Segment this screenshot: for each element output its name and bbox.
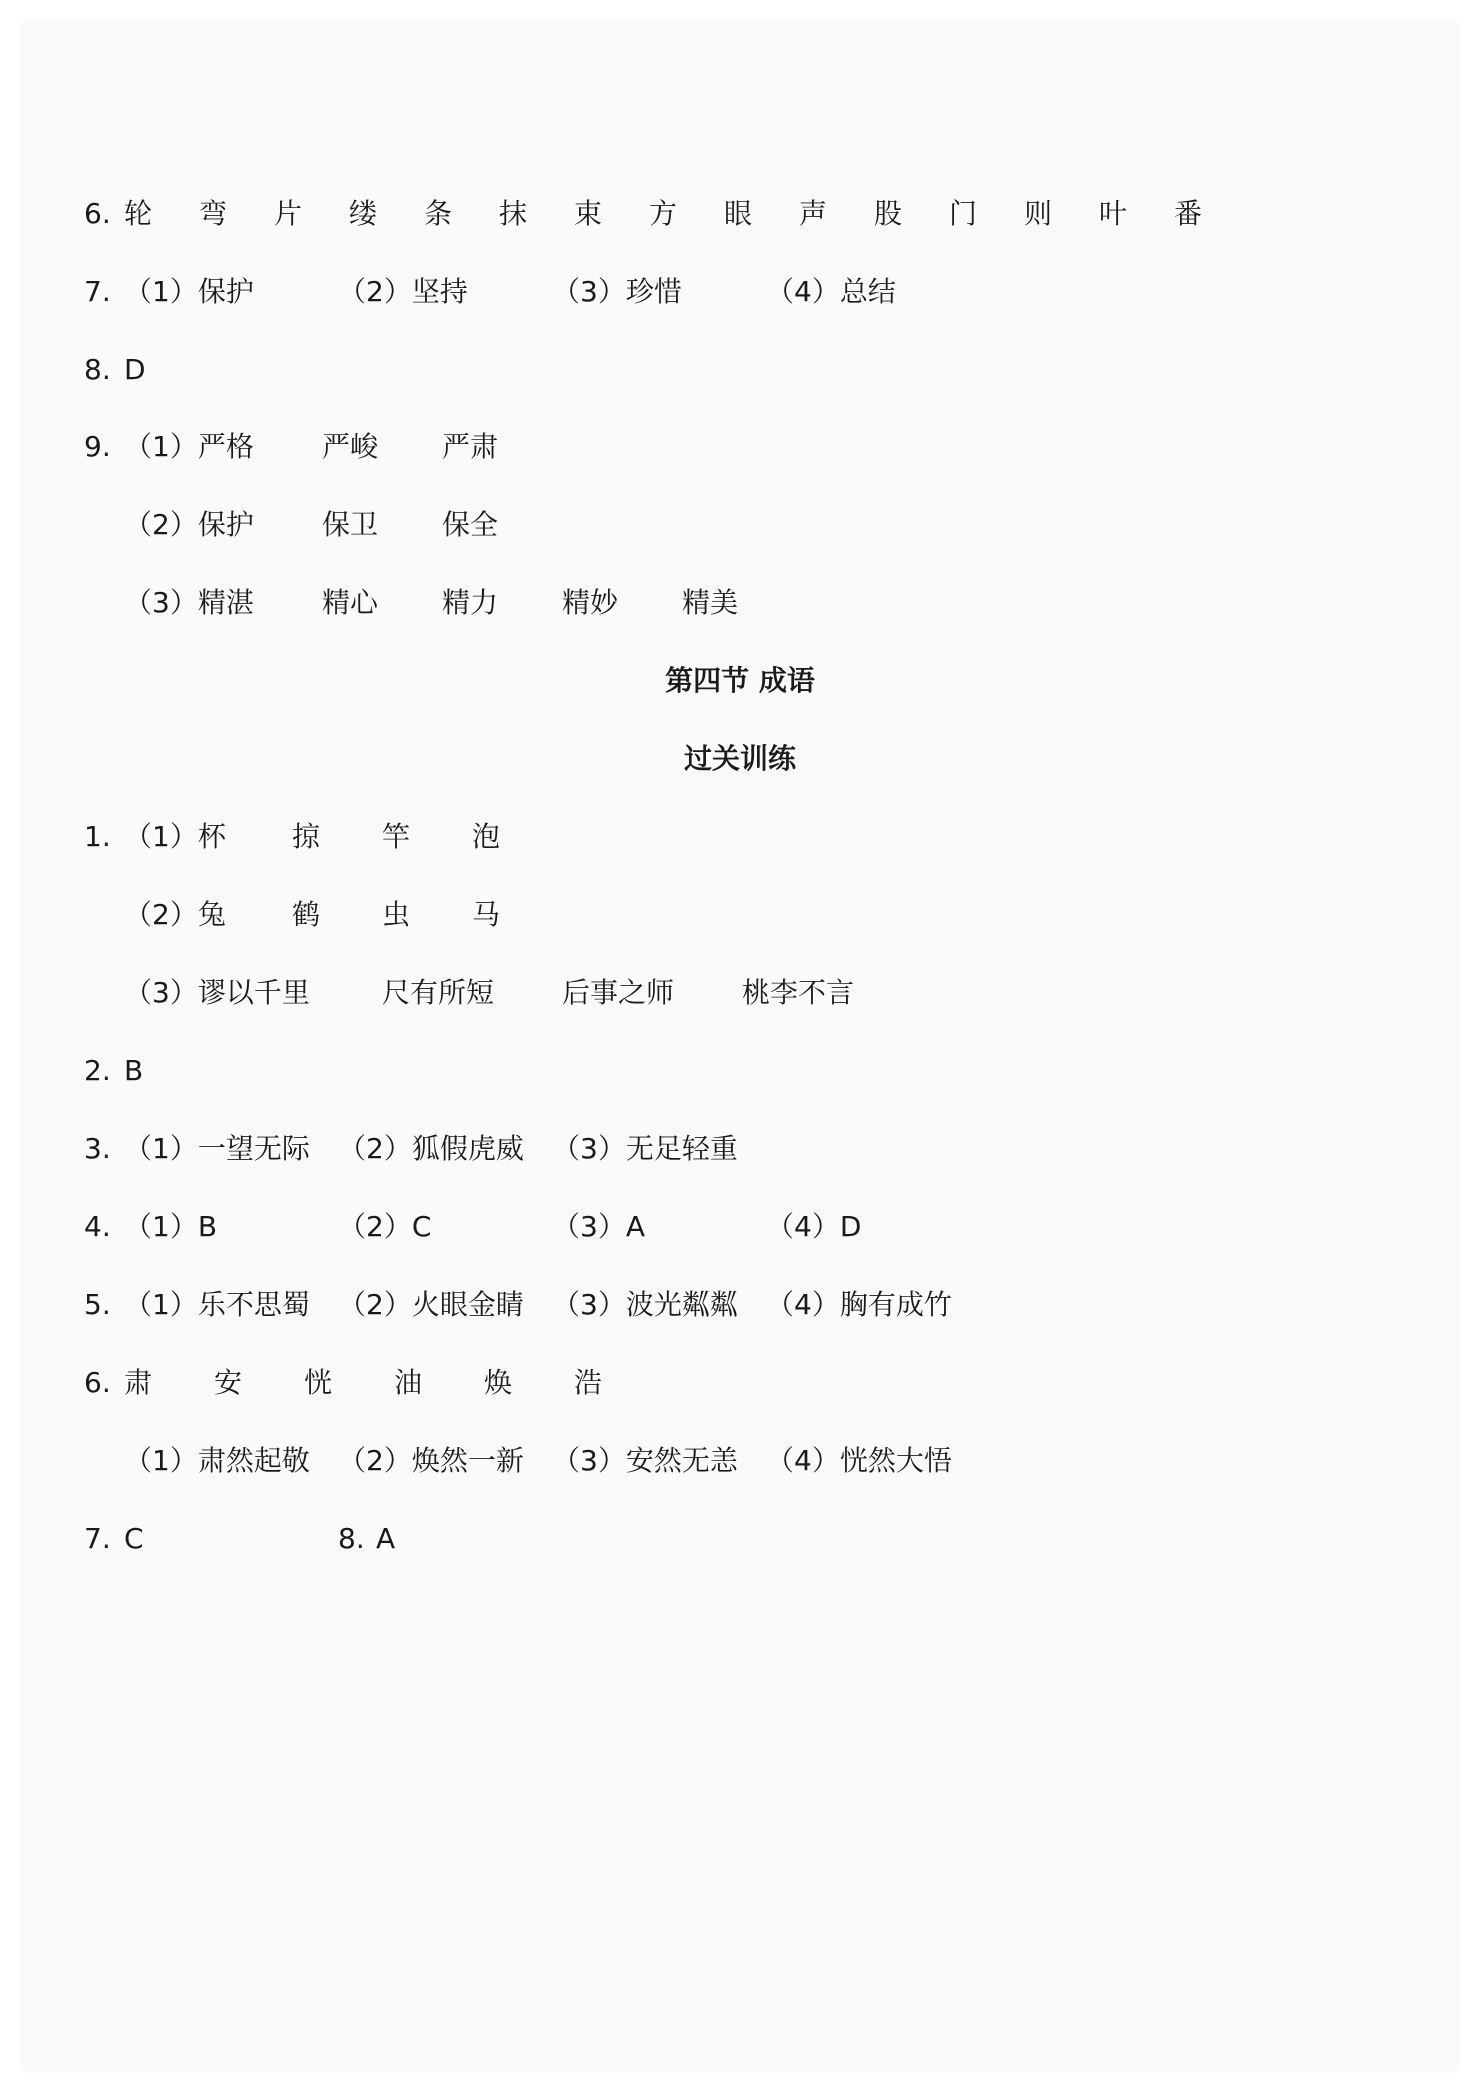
measure-word: 声 <box>799 197 828 230</box>
answer-item: （4）胸有成竹 <box>766 1288 952 1321</box>
answer-item: （2）坚持 <box>338 275 468 308</box>
answer-item: 恍 <box>304 1366 333 1399</box>
answer-item: 油 <box>394 1366 423 1399</box>
answer-item: （1）杯 <box>124 820 226 853</box>
answer-item: 鹤 <box>292 898 321 931</box>
answer-item: （3）波光粼粼 <box>552 1288 738 1321</box>
q-number: 9. <box>84 430 111 463</box>
q-number: 7. <box>84 275 111 308</box>
answer-item: （2）C <box>338 1210 432 1243</box>
s2-q7-q8-line <box>0 1519 1480 1559</box>
answer-item: （1）B <box>124 1210 218 1243</box>
answer-item: （1）肃然起敬 <box>124 1444 310 1477</box>
answer-item: 焕 <box>484 1366 513 1399</box>
answer-item: 严肃 <box>442 430 499 463</box>
s2-q4-line <box>0 1207 1480 1247</box>
answer-item: （3）A <box>552 1210 645 1243</box>
answer-item: （2）焕然一新 <box>338 1444 524 1477</box>
q-number: 3. <box>84 1132 111 1165</box>
measure-word: 抹 <box>499 197 528 230</box>
answer-item: （2）保护 <box>124 508 254 541</box>
answer-item: （1）严格 <box>124 430 254 463</box>
s1-q9-row3 <box>0 583 1480 623</box>
measure-word: 股 <box>874 197 903 230</box>
q-number: 8. <box>338 1522 365 1555</box>
s1-q6-line <box>0 194 1480 234</box>
measure-word: 叶 <box>1099 197 1128 230</box>
answer-item: （3）珍惜 <box>552 275 682 308</box>
answer-item: 保卫 <box>322 508 379 541</box>
answer-item: 保全 <box>442 508 499 541</box>
measure-word: 方 <box>649 197 678 230</box>
q-number: 1. <box>84 820 111 853</box>
measure-word: 弯 <box>199 197 228 230</box>
answer-item: 浩 <box>574 1366 603 1399</box>
answer-item: （3）谬以千里 <box>124 976 310 1009</box>
answer-item: （1）乐不思蜀 <box>124 1288 310 1321</box>
answer-choice: D <box>124 353 146 386</box>
q-number: 8. <box>84 353 111 386</box>
answer-item: 掠 <box>292 820 321 853</box>
answer-item: （4）D <box>766 1210 862 1243</box>
q-number: 4. <box>84 1210 111 1243</box>
s2-q6-words <box>0 1363 1480 1403</box>
answer-item: 泡 <box>472 820 501 853</box>
s2-q1-row1 <box>0 817 1480 857</box>
measure-word: 束 <box>574 197 603 230</box>
answer-item: 严峻 <box>322 430 379 463</box>
s1-q9-row1 <box>0 427 1480 467</box>
s2-q6-items <box>0 1441 1480 1481</box>
s2-q5-line <box>0 1285 1480 1325</box>
answer-item: 精美 <box>682 586 739 619</box>
answer-item: （4）总结 <box>766 275 896 308</box>
answer-item: （4）恍然大悟 <box>766 1444 952 1477</box>
measure-word: 番 <box>1174 197 1203 230</box>
s2-q2-line <box>0 1051 1480 1091</box>
answer-item: （2）火眼金睛 <box>338 1288 524 1321</box>
measure-word: 眼 <box>724 197 753 230</box>
measure-word: 轮 <box>124 197 153 230</box>
answer-item: 肃 <box>124 1366 153 1399</box>
answer-sheet <box>20 18 1460 2073</box>
answer-item: 桃李不言 <box>742 976 855 1009</box>
measure-word: 则 <box>1024 197 1053 230</box>
q-number: 6. <box>84 197 111 230</box>
q-number: 7. <box>84 1522 111 1555</box>
measure-word: 片 <box>274 197 303 230</box>
s1-q9-row2 <box>0 505 1480 545</box>
answer-item: 精心 <box>322 586 379 619</box>
answer-item: 马 <box>472 898 501 931</box>
answer-item: 安 <box>214 1366 243 1399</box>
answer-item: 尺有所短 <box>382 976 495 1009</box>
answer-item: （3）无足轻重 <box>552 1132 738 1165</box>
answer-item: 后事之师 <box>562 976 675 1009</box>
s2-q1-row3 <box>0 973 1480 1013</box>
s2-q3-line <box>0 1129 1480 1169</box>
s2-q1-row2 <box>0 895 1480 935</box>
answer-item: （2）兔 <box>124 898 226 931</box>
answer-choice: B <box>124 1054 144 1087</box>
q-number: 5. <box>84 1288 111 1321</box>
answer-item: （1）一望无际 <box>124 1132 310 1165</box>
answer-item: （3）安然无恙 <box>552 1444 738 1477</box>
answer-item: （1）保护 <box>124 275 254 308</box>
s1-q7-line <box>0 272 1480 312</box>
measure-word: 缕 <box>349 197 378 230</box>
q-number: 6. <box>84 1366 111 1399</box>
q-number: 2. <box>84 1054 111 1087</box>
measure-word: 条 <box>424 197 453 230</box>
answer-item: （3）精湛 <box>124 586 254 619</box>
s1-q8-line <box>0 350 1480 390</box>
answer-item: 精妙 <box>562 586 619 619</box>
answer-choice: A <box>376 1522 396 1555</box>
measure-word: 门 <box>949 197 978 230</box>
answer-item: 虫 <box>382 898 411 931</box>
answer-item: 竿 <box>382 820 411 853</box>
answer-item: 精力 <box>442 586 499 619</box>
answer-choice: C <box>124 1522 144 1555</box>
answer-item: （2）狐假虎威 <box>338 1132 524 1165</box>
section-title: 第四节 成语 <box>665 664 815 697</box>
section-subtitle: 过关训练 <box>683 742 796 775</box>
